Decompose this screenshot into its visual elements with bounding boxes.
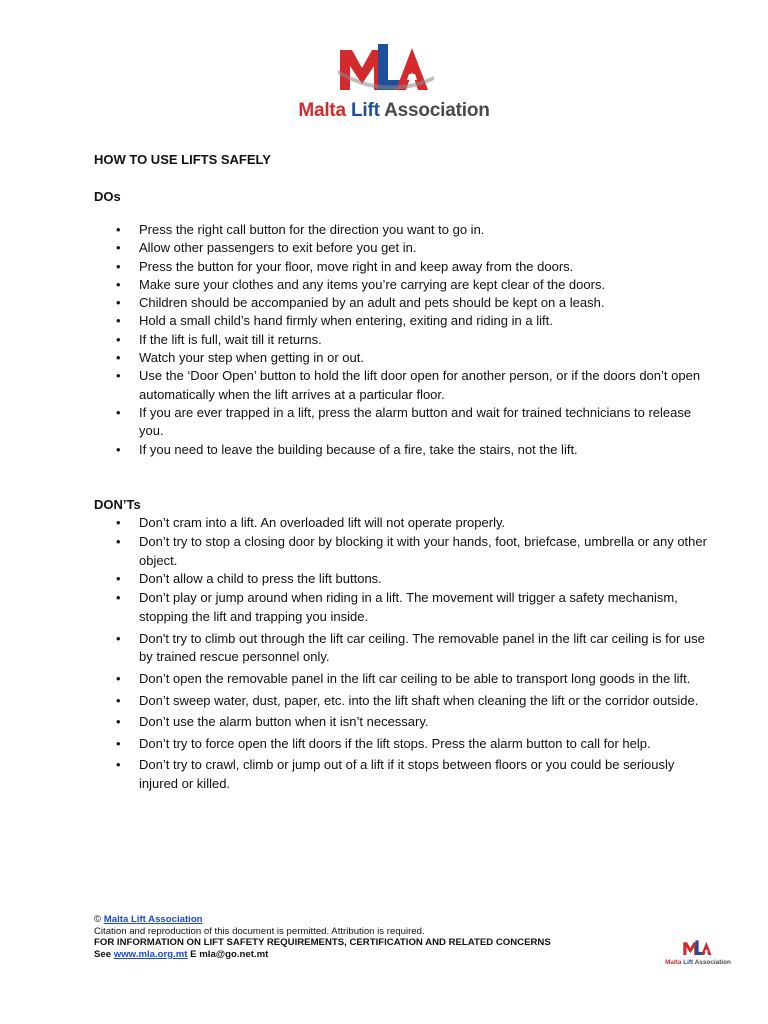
list-item: • Don’t open the removable panel in the lift car ceiling to be able to transport long goods in the lift. bbox=[0, 670, 768, 689]
footer-see-label: See bbox=[94, 948, 112, 960]
list-item: • Press the right call button for the direction you want to go in. bbox=[0, 221, 768, 239]
list-item: • If you are ever trapped in a lift, press the alarm button and wait for trained technicians to release you. bbox=[0, 404, 768, 441]
list-item: • Press the button for your floor, move right in and keep away from the doors. bbox=[0, 258, 768, 276]
list-item: • Don’t play or jump around when riding in a lift. The movement will trigger a safety mechanism, stopping the lift and trapping you inside. bbox=[0, 589, 768, 627]
logo-word-lift: Lift bbox=[351, 100, 380, 121]
footer bbox=[94, 914, 634, 960]
document-title: HOW TO USE LIFTS SAFELY bbox=[94, 152, 271, 167]
mla-logo-mark-icon bbox=[336, 40, 436, 96]
logo-org-name bbox=[286, 100, 502, 122]
list-item: • Allow other passengers to exit before you get in. bbox=[0, 239, 768, 257]
list-item: • Don’t try to stop a closing door by blocking it with your hands, foot, briefcase, umbrella or any other object. bbox=[0, 533, 768, 571]
footer-website-link[interactable]: www.mla.org.mt bbox=[113, 948, 188, 960]
footer-logo-word-association: Association bbox=[694, 959, 731, 966]
list-item: • Don’t sweep water, dust, paper, etc. into the lift shaft when cleaning the lift or the corridor outside. bbox=[0, 692, 768, 711]
list-item: • If the lift is full, wait till it returns. bbox=[0, 331, 768, 349]
copyright-symbol: © bbox=[94, 914, 102, 925]
list-item: • Don’t use the alarm button when it isn’t necessary. bbox=[0, 713, 768, 732]
donts-heading: DON’Ts bbox=[94, 497, 141, 512]
footer-email[interactable]: mla@go.net.mt bbox=[199, 948, 269, 960]
footer-logo-org-name bbox=[660, 959, 736, 966]
footer-email-label: E bbox=[190, 948, 197, 960]
list-item: • Don’t try to crawl, climb or jump out of a lift if it stops between floors or you could be seriously injured or killed. bbox=[0, 756, 768, 794]
dos-list bbox=[0, 221, 768, 459]
dos-heading: DOs bbox=[94, 189, 121, 204]
footer-copyright-line bbox=[94, 914, 634, 926]
list-item: • Don't try to climb out through the lift car ceiling. The removable panel in the lift car ceiling is for use by trained rescue personnel only. bbox=[0, 630, 768, 668]
footer-logo-word-malta: Malta bbox=[665, 959, 682, 966]
footer-logo-word-lift: Lift bbox=[683, 959, 694, 966]
list-item: • Hold a small child’s hand firmly when entering, exiting and riding in a lift. bbox=[0, 312, 768, 330]
footer-info: FOR INFORMATION ON LIFT SAFETY REQUIREMENTS, CERTIFICATION AND RELATED CONCERNS bbox=[94, 937, 551, 949]
footer-contact-line bbox=[94, 949, 634, 961]
list-item: • Watch your step when getting in or out. bbox=[0, 349, 768, 367]
footer-mla-logo bbox=[660, 938, 736, 970]
list-item: • Don’t cram into a lift. An overloaded lift will not operate properly. bbox=[0, 514, 768, 533]
mla-logo bbox=[286, 40, 502, 122]
donts-list bbox=[0, 514, 768, 794]
list-item: • Use the ‘Door Open’ button to hold the lift door open for another person, or if the doors don’t open automatically when the lift arrives at a particular floor. bbox=[0, 367, 768, 404]
logo-word-malta: Malta bbox=[298, 100, 346, 121]
list-item: • Children should be accompanied by an adult and pets should be kept on a leash. bbox=[0, 294, 768, 312]
footer-org-link[interactable]: Malta Lift Association bbox=[103, 914, 203, 925]
footer-citation: Citation and reproduction of this document is permitted. Attribution is required. bbox=[94, 925, 425, 937]
list-item: • Don’t allow a child to press the lift buttons. bbox=[0, 570, 768, 589]
footer-mla-logo-mark-icon bbox=[682, 938, 714, 958]
logo-word-association: Association bbox=[384, 100, 490, 121]
list-item: • If you need to leave the building because of a fire, take the stairs, not the lift. bbox=[0, 441, 768, 459]
list-item: • Don’t try to force open the lift doors if the lift stops. Press the alarm button to call for help. bbox=[0, 735, 768, 754]
list-item: • Make sure your clothes and any items you’re carrying are kept clear of the doors. bbox=[0, 276, 768, 294]
